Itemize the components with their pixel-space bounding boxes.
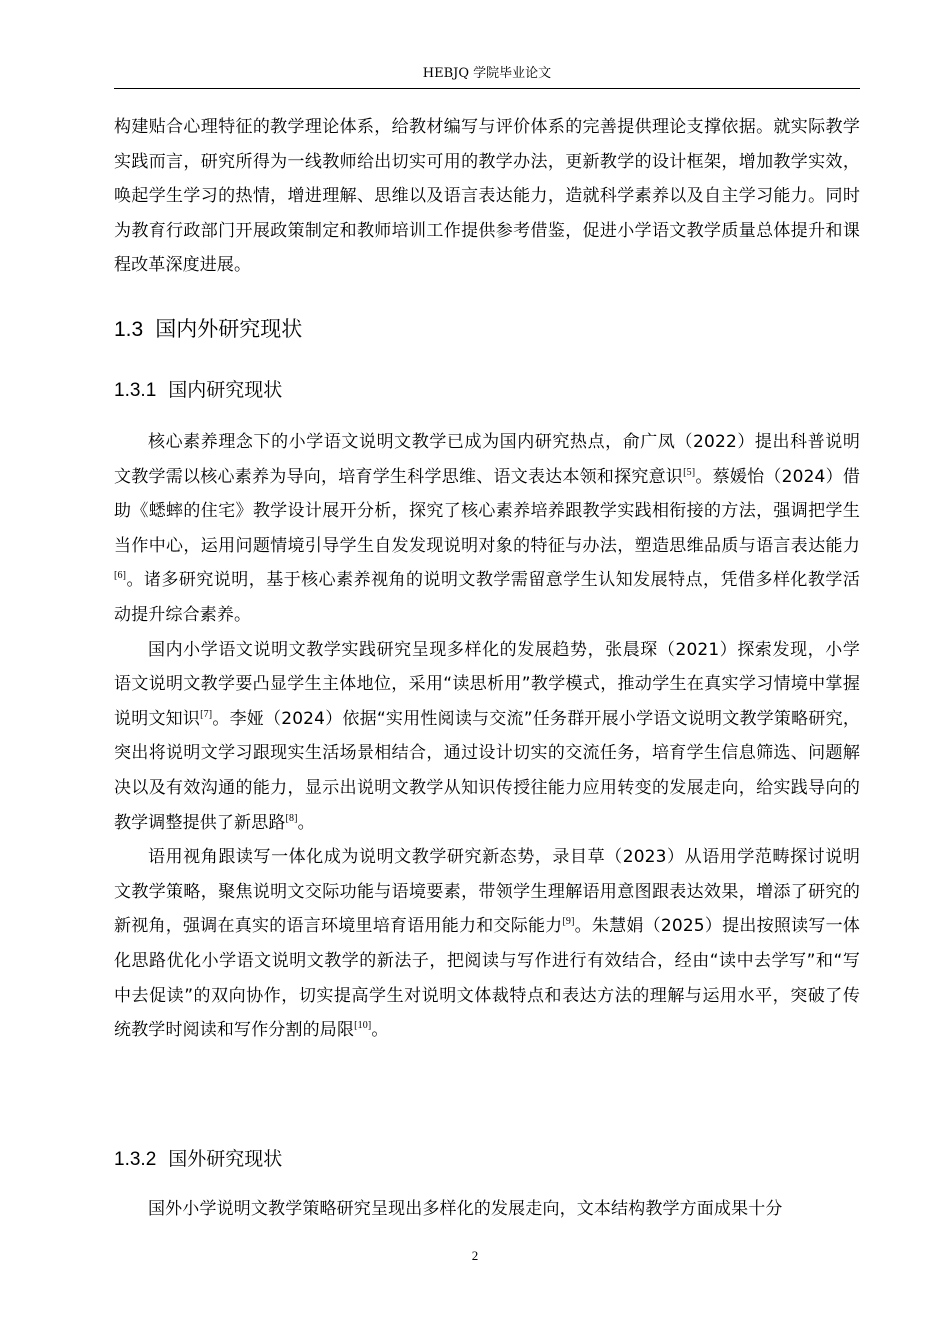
domestic-paragraph-2: [114, 633, 860, 841]
paragraph-text: 。: [297, 812, 315, 833]
paragraph-text: 国内小学语文说明文教学实践研究呈现多样化的发展趋势，张晨琛（2021）探索发现，小学语文说明文教学要凸显学生主体地位，采用“读思析用”教学模式，推动学生在真实学习情境中掌握说明文知识: [114, 639, 860, 729]
paragraph-text: 核心素养理念下的小学语文说明文教学已成为国内研究热点，俞广凤（2022）提出科普说明文教学需以核心素养为导向，培育学生科学思维、语文表达本领和探究意识: [114, 432, 860, 487]
paragraph-text: 。朱慧娟（2025）提出按照读写一体化思路优化小学语文说明文教学的新法子，把阅读与写作进行有效结合，经由“读中去学写”和“写中去促读”的双向协作，切实提高学生对说明文体裁特点和表达方法的理解与运用水平，突破了传统教学时阅读和写作分割的局限: [114, 916, 860, 1041]
citation-ref: [7]: [200, 708, 213, 720]
page-number: 2: [471, 1248, 479, 1263]
domestic-research-body: [114, 425, 860, 1048]
subsection-heading-1-3-1: [114, 376, 282, 405]
paragraph-text: 。诸多研究说明，基于核心素养视角的说明文教学需留意学生认知发展特点，凭借多样化教学活动提升综合素养。: [114, 570, 860, 625]
subsection-number: 1.3.2: [114, 1149, 157, 1170]
domestic-paragraph-3: [114, 840, 860, 1048]
citation-ref: [8]: [285, 812, 298, 824]
intro-paragraph: [114, 110, 860, 283]
running-header: HEBJQ 学院毕业论文: [422, 66, 552, 81]
subsection-title: 国内研究现状: [168, 379, 283, 401]
section-number: 1.3: [114, 318, 144, 341]
paragraph-text: 。蔡媛怡（2024）借助《蟋蟀的住宅》教学设计展开分析，探究了核心素养培养跟教学实践相衔接的方法，强调把学生当作中心，运用问题情境引导学生自发发现说明对象的特征与办法，塑造思维品质与语言表达能力: [114, 466, 860, 556]
section-heading-1-3: [114, 314, 302, 345]
foreign-research-body: [114, 1192, 860, 1227]
foreign-paragraph-1: 国外小学说明文教学策略研究呈现出多样化的发展走向，文本结构教学方面成果十分: [148, 1199, 783, 1219]
subsection-number: 1.3.1: [114, 380, 157, 401]
citation-ref: [10]: [354, 1020, 372, 1032]
subsection-heading-1-3-2: [114, 1145, 282, 1174]
citation-ref: [9]: [562, 916, 575, 928]
citation-ref: [6]: [114, 570, 127, 582]
paragraph-text: 。李娅（2024）依据“实用性阅读与交流”任务群开展小学语文说明文教学策略研究，突出将说明文学习跟现实生活场景相结合，通过设计切实的交流任务，培育学生信息筛选、问题解决以及有效沟通的能力，显示出说明文教学从知识传授往能力应用转变的发展走向，给实践导向的教学调整提供了新思路: [114, 708, 860, 833]
paragraph-text: 语用视角跟读写一体化成为说明文教学研究新态势，录目草（2023）从语用学范畴探讨说明文教学策略，聚焦说明文交际功能与语境要素，带领学生理解语用意图跟表达效果，增添了研究的新视角，强调在真实的语言环境里培育语用能力和交际能力: [114, 847, 860, 937]
citation-ref: [5]: [683, 466, 696, 478]
paragraph-text: 。: [371, 1020, 389, 1041]
domestic-paragraph-1: [114, 425, 860, 633]
subsection-title: 国外研究现状: [168, 1148, 283, 1170]
header-rule: [114, 88, 860, 89]
section-title: 国内外研究现状: [155, 317, 303, 341]
intro-paragraph-text: 构建贴合心理特征的教学理论体系，给教材编写与评价体系的完善提供理论支撑依据。就实际教学实践而言，研究所得为一线教师给出切实可用的教学办法，更新教学的设计框架，增加教学实效，唤起学生学习的热情，增进理解、思维以及语言表达能力，造就科学素养以及自主学习能力。同时为教育行政部门开展政策制定和教师培训工作提供参考借鉴，促进小学语文教学质量总体提升和课程改革深度进展。: [114, 117, 860, 276]
